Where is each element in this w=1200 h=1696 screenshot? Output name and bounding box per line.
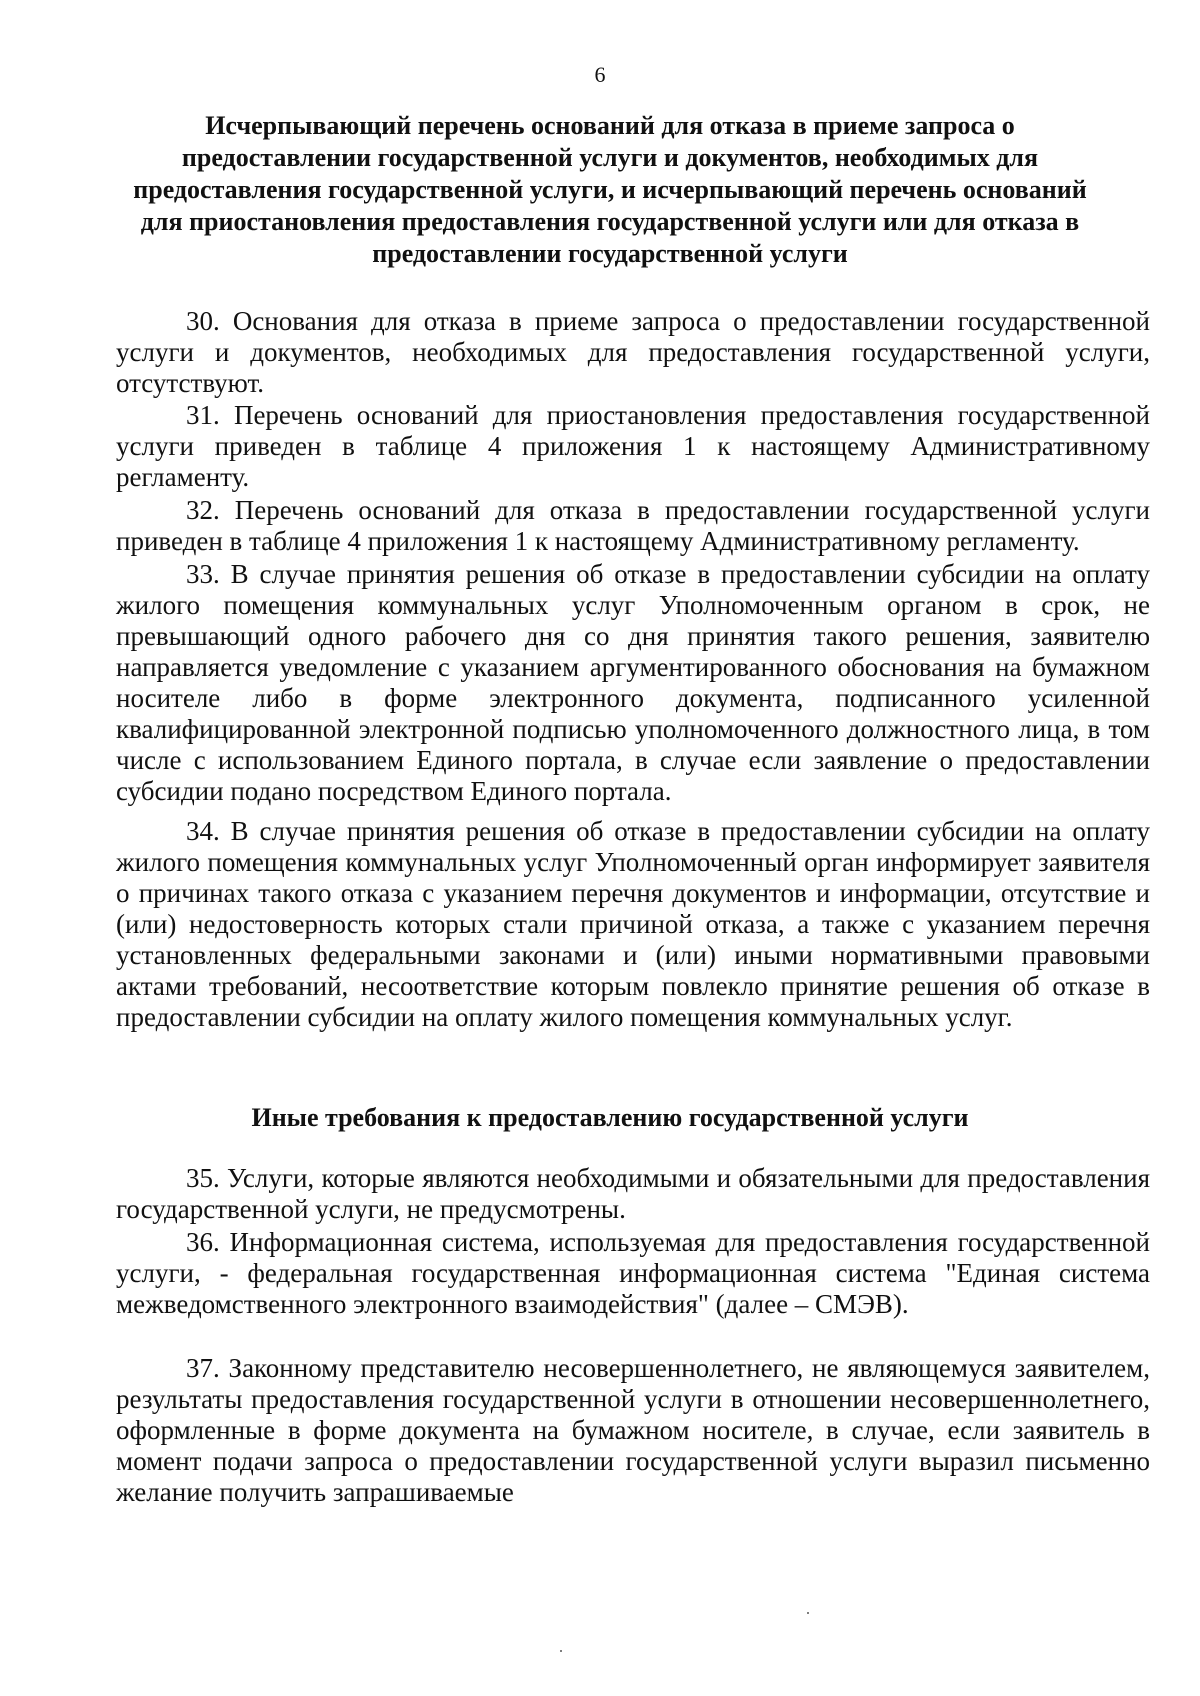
paragraph-34: 34. В случае принятия решения об отказе в предоставлении субсидии на оплату жилого помещения коммунальных услуг Уполномоченный орган информирует заявителя о причинах такого отказа с указанием перечня документов и информации, отсутствие и (или) недостоверность которых стали причиной отказа, а также с указанием перечня установленных федеральными законами и (или) иными нормативными правовыми актами требований, несоответствие которым повлекло принятие решения об отказе в предоставлении субсидии на оплату жилого помещения коммунальных услуг. bbox=[116, 816, 1150, 1032]
paragraph-35: 35. Услуги, которые являются необходимыми и обязательными для предоставления государственной услуги, не предусмотрены. bbox=[116, 1163, 1150, 1224]
paragraph-31: 31. Перечень оснований для приостановления предоставления государственной услуги приведен в таблице 4 приложения 1 к настоящему Административному регламенту. bbox=[116, 400, 1150, 492]
paragraph-32: 32. Перечень оснований для отказа в предоставлении государственной услуги приведен в таблице 4 приложения 1 к настоящему Административному регламенту. bbox=[116, 495, 1150, 556]
page-number: 6 bbox=[594, 62, 606, 87]
section-heading-other-requirements: Иные требования к предоставлению государственной услуги bbox=[251, 1103, 969, 1132]
paragraph-30: 30. Основания для отказа в приеме запроса о предоставлении государственной услуги и документов, необходимых для предоставления государственной услуги, отсутствуют. bbox=[116, 306, 1150, 398]
paragraph-33: 33. В случае принятия решения об отказе в предоставлении субсидии на оплату жилого помещения коммунальных услуг Уполномоченным органом в срок, не превышающий одного рабочего дня со дня принятия такого решения, заявителю направляется уведомление с указанием аргументированного обоснования на бумажном носителе либо в форме электронного документа, подписанного усиленной квалифицированной электронной подписью уполномоченного должностного лица, в том числе с использованием Единого портала, в случае если заявление о предоставлении субсидии подано посредством Единого портала. bbox=[116, 559, 1150, 806]
scan-speck bbox=[807, 1612, 809, 1614]
section-heading-refusal-grounds: Исчерпывающий перечень оснований для отказа в приеме запроса о предоставлении государственной услуги и документов, необходимых для предоставления государственной услуги, и исчерпывающий перечень оснований для приостановления предоставления государственной услуги или для отказа в предоставлении государственной услуги bbox=[133, 111, 1087, 268]
scan-speck bbox=[560, 1650, 562, 1652]
paragraph-37: 37. Законному представителю несовершеннолетнего, не являющемуся заявителем, результаты предоставления государственной услуги в отношении несовершеннолетнего, оформленные в форме документа на бумажном носителе, в случае, если заявитель в момент подачи запроса о предоставлении государственной услуги выразил письменно желание получить запрашиваемые bbox=[116, 1353, 1150, 1507]
paragraph-36: 36. Информационная система, используемая для предоставления государственной услуги, - федеральная государственная информационная система "Единая система межведомственного электронного взаимодействия" (далее – СМЭВ). bbox=[116, 1227, 1150, 1319]
